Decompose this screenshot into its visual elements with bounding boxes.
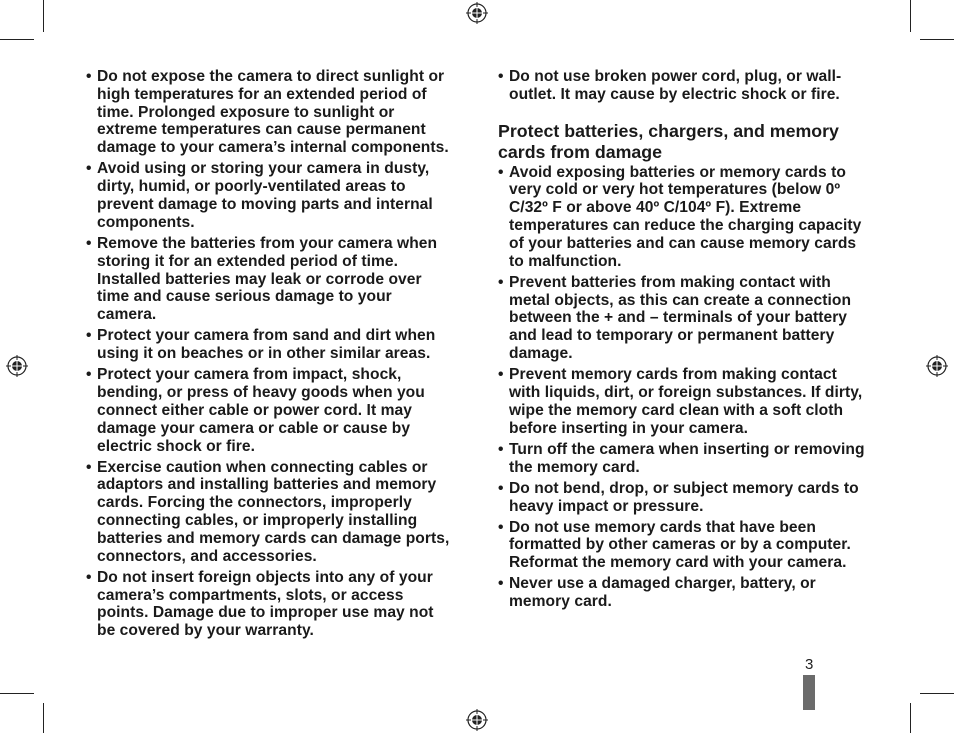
list-item-text: Turn off the camera when inserting or removing the memory card. <box>509 440 865 476</box>
bullet-glyph: • <box>86 366 92 384</box>
bullet-glyph: • <box>86 234 92 252</box>
list-item-text: Do not bend, drop, or subject memory cards to heavy impact or pressure. <box>509 479 859 515</box>
list-item-text: Avoid exposing batteries or memory cards to very cold or very hot temperatures (below 0º C/32º F or above 40º C/104º F). Extreme temperatures can reduce the charging capacity of your batteries and can cause memory cards to malfunction. <box>509 163 862 270</box>
bullet-glyph: • <box>86 458 92 476</box>
registration-mark-icon <box>6 355 28 377</box>
list-item-text: Avoid using or storing your camera in dusty, dirty, humid, or poorly-ventilated areas to prevent damage to moving parts and internal components. <box>97 160 433 231</box>
list-item <box>498 480 870 516</box>
registration-mark-icon <box>466 709 488 731</box>
bullet-glyph: • <box>498 68 504 85</box>
crop-mark-bottom-left-vertical <box>43 703 44 733</box>
list-item <box>498 575 870 611</box>
crop-mark-top-left-horizontal <box>0 39 34 40</box>
list-item-text: Prevent memory cards from making contact with liquids, dirt, or foreign substances. If dirty, wipe the memory card clean with a soft cloth before inserting in your camera. <box>509 366 863 437</box>
bullet-glyph: • <box>498 366 504 384</box>
list-item-text: Exercise caution when connecting cables or adaptors and installing batteries and memory cards. Forcing the connectors, improperly connecting cables, or improperly installing batteries and memory cards can damage ports, connectors, and accessories. <box>97 458 450 565</box>
list-item-text: Do not use broken power cord, plug, or wall-outlet. It may cause by electric shock or fire. <box>509 68 842 103</box>
list-item <box>498 274 870 363</box>
bullet-glyph: • <box>86 160 92 178</box>
list-item-text: Prevent batteries from making contact with metal objects, as this can create a connection between the + and – terminals of your battery and lead to temporary or permanent battery damage. <box>509 273 852 362</box>
list-item <box>86 68 454 157</box>
right-section-bullet-list <box>498 164 870 611</box>
list-item <box>86 569 454 640</box>
list-item <box>498 366 870 437</box>
list-item <box>498 441 870 477</box>
crop-mark-top-right-vertical <box>910 0 911 32</box>
crop-mark-bottom-left-horizontal <box>0 693 34 694</box>
section-heading: Protect batteries, chargers, and memory cards from damage <box>498 120 839 162</box>
list-item <box>498 68 870 104</box>
list-item-text: Remove the batteries from your camera when storing it for an extended period of time. Installed batteries may leak or corrode over time and cause serious damage to your camera. <box>97 234 438 324</box>
crop-mark-top-right-horizontal <box>920 39 954 40</box>
list-item <box>86 235 454 324</box>
crop-mark-bottom-right-horizontal <box>920 693 954 694</box>
bullet-glyph: • <box>86 568 92 586</box>
bullet-glyph: • <box>498 163 504 181</box>
list-item-text: Never use a damaged charger, battery, or memory card. <box>509 575 816 611</box>
bullet-glyph: • <box>498 518 504 536</box>
bullet-glyph: • <box>86 68 92 85</box>
bullet-glyph: • <box>498 440 504 458</box>
left-column <box>86 68 454 643</box>
registration-mark-icon <box>926 355 948 377</box>
list-item <box>498 164 870 271</box>
right-column <box>498 68 870 614</box>
list-item-text: Do not insert foreign objects into any of your camera’s compartments, slots, or access points. Damage due to improper use may not be covered by your warranty. <box>97 568 434 640</box>
list-item <box>86 160 454 231</box>
crop-mark-top-left-vertical <box>43 0 44 32</box>
page-number: 3 <box>805 656 814 673</box>
list-item-text: Do not use memory cards that have been formatted by other cameras or by a computer. Reformat the memory card with your camera. <box>509 518 851 572</box>
list-item-text: Protect your camera from sand and dirt when using it on beaches or in other similar areas. <box>97 327 436 363</box>
crop-mark-bottom-right-vertical <box>910 703 911 733</box>
page-edge-tab <box>803 675 815 710</box>
bullet-glyph: • <box>498 575 504 593</box>
bullet-glyph: • <box>498 479 504 497</box>
list-item <box>86 459 454 566</box>
right-top-bullet-list <box>498 68 870 104</box>
bullet-glyph: • <box>86 327 92 345</box>
list-item <box>86 327 454 363</box>
list-item <box>86 366 454 455</box>
registration-mark-icon <box>466 2 488 24</box>
bullet-glyph: • <box>498 273 504 291</box>
left-bullet-list <box>86 68 454 640</box>
list-item-text: Protect your camera from impact, shock, bending, or press of heavy goods when you connect either cable or power cord. It may damage your camera or cable or cause by electric shock or fire. <box>97 366 425 455</box>
list-item <box>498 519 870 572</box>
list-item-text: Do not expose the camera to direct sunlight or high temperatures for an extended period of time. Prolonged exposure to sunlight or extreme temperatures can cause permanent damage to your camera’s internal components. <box>97 68 449 157</box>
